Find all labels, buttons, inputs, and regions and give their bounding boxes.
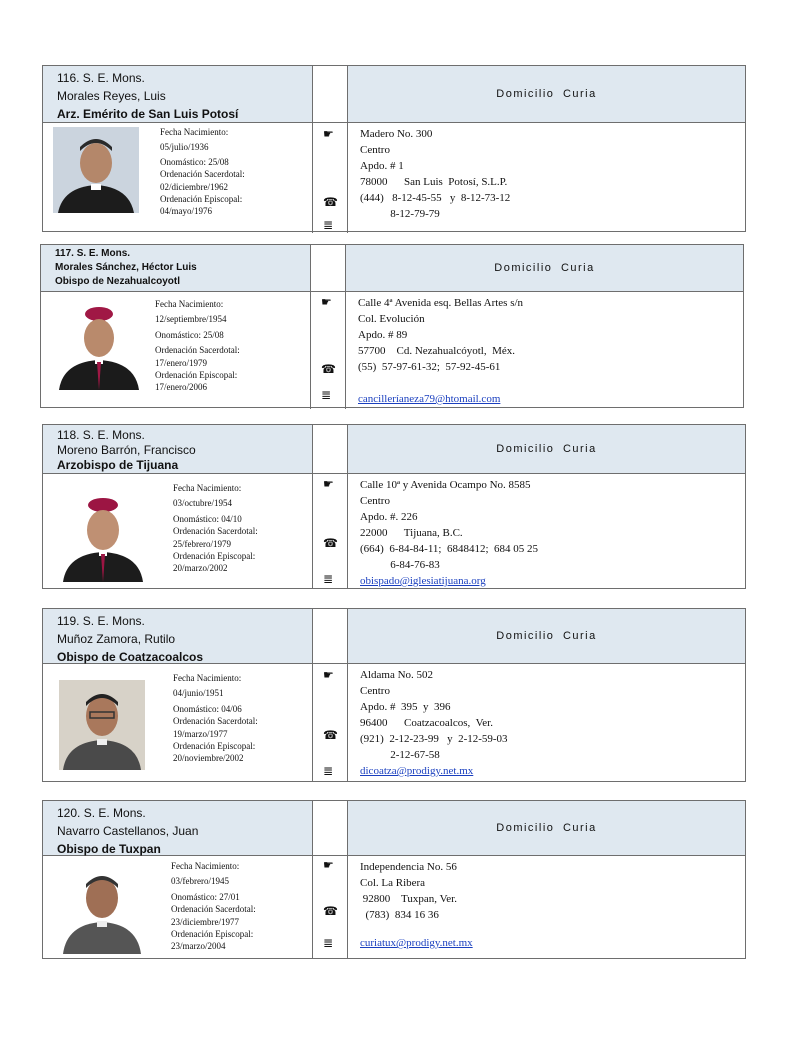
number-line: 120. S. E. Mons. (57, 806, 146, 820)
bishop-photo (55, 300, 143, 390)
bishop-photo (59, 864, 145, 954)
ordination-priest-label: Ordenación Sacerdotal: (155, 345, 240, 356)
ordination-priest-date: 19/marzo/1977 (173, 728, 228, 739)
address-line: Apdo. #. 226 (360, 511, 418, 523)
bishop-card-120 (42, 800, 746, 959)
ordination-bishop-label: Ordenación Episcopal: (173, 741, 256, 752)
birth-label: Fecha Nacimiento: (155, 299, 224, 309)
bishop-photo (59, 488, 147, 582)
address-block (348, 664, 745, 782)
card-header (43, 609, 745, 664)
domicilio-label: Domicilio Curia (348, 609, 745, 663)
birth-date: 03/octubre/1954 (173, 498, 232, 509)
bishop-photo (53, 127, 139, 213)
ordination-bishop-date: 04/mayo/1976 (160, 206, 212, 217)
ordination-bishop-date: 20/marzo/2002 (173, 563, 228, 574)
address-line: Centro (360, 685, 390, 697)
ordination-priest-date: 02/diciembre/1962 (160, 181, 228, 192)
address-line: Independencia No. 56 (360, 861, 457, 873)
address-line: Calle 4ª Avenida esq. Bellas Artes s/n (358, 297, 524, 309)
pointer-icon: ☛ (321, 295, 332, 309)
phone-line (358, 375, 743, 391)
address-line: 78000 San Luis Potosí, S.L.P. (360, 176, 508, 188)
address-block (348, 123, 745, 233)
address-line: Calle 10ª y Avenida Ocampo No. 8585 (360, 479, 531, 491)
birth-label: Fecha Nacimiento: (171, 861, 240, 871)
address-line: Apdo. # 395 y 396 (360, 701, 451, 713)
birth-label: Fecha Nacimiento: (160, 127, 229, 137)
phone-line: (783) 834 16 36 (360, 909, 439, 921)
birth-label: Fecha Nacimiento: (173, 483, 242, 493)
birth-date: 12/septiembre/1954 (155, 314, 227, 325)
bishop-name: Morales Reyes, Luis (57, 89, 166, 103)
card-header (43, 801, 745, 856)
fax-icon: ≣ (323, 572, 334, 586)
email-link[interactable]: cancilleríaneza79@htomail.com (358, 393, 501, 405)
phone-line: 6-84-76-83 (360, 559, 440, 571)
phone-line: 2-12-67-58 (360, 749, 440, 761)
name-block (43, 801, 313, 855)
email-link[interactable]: dicoatza@prodigy.net.mx (360, 765, 474, 777)
fax-icon: ≣ (323, 218, 334, 232)
birth-label: Fecha Nacimiento: (173, 673, 242, 683)
name-block (43, 609, 313, 663)
ordination-priest-label: Ordenación Sacerdotal: (173, 526, 258, 537)
pointer-icon: ☛ (323, 127, 334, 141)
birth-date: 03/febrero/1945 (171, 876, 229, 887)
onomastico: Onomástico: 27/01 (171, 891, 240, 902)
card-header (41, 245, 743, 292)
bishop-title: Obispo de Nezahualcoyotl (55, 276, 181, 287)
ordination-priest-date: 17/enero/1979 (155, 357, 207, 368)
bishop-name: Moreno Barrón, Francisco (57, 443, 196, 457)
ordination-priest-date: 23/diciembre/1977 (171, 916, 239, 927)
ordination-bishop-label: Ordenación Episcopal: (155, 370, 238, 381)
ordination-priest-label: Ordenación Sacerdotal: (171, 904, 256, 915)
domicilio-label: Domicilio Curia (348, 801, 745, 855)
address-line: Apdo. # 1 (360, 160, 404, 172)
bishop-title: Arz. Emérito de San Luis Potosí (57, 107, 239, 121)
domicilio-label: Domicilio Curia (348, 425, 745, 473)
phone-icon: ☎ (323, 536, 338, 550)
ordination-priest-label: Ordenación Sacerdotal: (173, 716, 258, 727)
ordination-bishop-label: Ordenación Episcopal: (171, 929, 254, 940)
address-line: Apdo. # 89 (358, 329, 408, 341)
address-line: Madero No. 300 (360, 128, 433, 140)
phone-line: 8-12-79-79 (360, 208, 440, 220)
bishop-card-119 (42, 608, 746, 782)
email-link[interactable]: obispado@iglesiatijuana.org (360, 575, 486, 587)
name-block (43, 425, 313, 473)
address-line: 22000 Tijuana, B.C. (360, 527, 463, 539)
ordination-bishop-label: Ordenación Episcopal: (173, 551, 256, 562)
bishop-card-117 (40, 244, 744, 408)
birth-date: 05/julio/1936 (160, 142, 209, 153)
bishop-card-118 (42, 424, 746, 589)
address-block (348, 856, 745, 959)
birth-date: 04/junio/1951 (173, 688, 224, 699)
pointer-icon: ☛ (323, 668, 334, 682)
address-line: 92800 Tuxpan, Ver. (360, 893, 457, 905)
bishop-name: Muñoz Zamora, Rutilo (57, 632, 176, 646)
card-header (43, 425, 745, 474)
number-line: 117. S. E. Mons. (55, 248, 131, 259)
address-line: Aldama No. 502 (360, 669, 434, 681)
address-line: Col. La Ribera (360, 877, 426, 889)
email-link[interactable]: curiatux@prodigy.net.mx (360, 937, 473, 949)
bishop-name: Morales Sánchez, Héctor Luis (55, 262, 197, 273)
phone-line: (444) 8-12-45-55 y 8-12-73-12 (360, 192, 511, 204)
ordination-bishop-date: 23/marzo/2004 (171, 941, 226, 952)
phone-line: (664) 6-84-84-11; 6848412; 684 05 25 (360, 543, 539, 555)
phone-line: (55) 57-97-61-32; 57-92-45-61 (358, 361, 501, 373)
phone-icon: ☎ (323, 904, 338, 918)
bishop-title: Obispo de Coatzacoalcos (57, 650, 204, 664)
address-line: Col. Evolución (358, 313, 425, 325)
fax-icon: ≣ (323, 764, 334, 778)
onomastico: Onomástico: 25/08 (155, 329, 224, 340)
domicilio-label: Domicilio Curia (346, 245, 743, 291)
bishop-photo (59, 680, 145, 770)
address-block (348, 474, 745, 589)
card-header (43, 66, 745, 123)
address-line: Centro (360, 495, 390, 507)
name-block (43, 66, 313, 122)
address-block (346, 292, 743, 409)
ordination-priest-label: Ordenación Sacerdotal: (160, 169, 245, 180)
onomastico: Onomástico: 25/08 (160, 156, 229, 167)
address-line: Centro (360, 144, 390, 156)
ordination-bishop-label: Ordenación Episcopal: (160, 194, 243, 205)
address-line: 57700 Cd. Nezahualcóyotl, Méx. (358, 345, 516, 357)
address-line: 96400 Coatzacoalcos, Ver. (360, 717, 493, 729)
number-line: 118. S. E. Mons. (57, 428, 145, 442)
pointer-icon: ☛ (323, 858, 334, 872)
phone-icon: ☎ (323, 195, 338, 209)
number-line: 119. S. E. Mons. (57, 614, 145, 628)
address-line (360, 923, 745, 935)
phone-icon: ☎ (321, 362, 336, 376)
domicilio-label: Domicilio Curia (348, 66, 745, 122)
phone-line: (921) 2-12-23-99 y 2-12-59-03 (360, 733, 508, 745)
name-block (41, 245, 311, 291)
onomastico: Onomástico: 04/06 (173, 703, 242, 714)
fax-icon: ≣ (323, 936, 334, 950)
bishop-card-116 (42, 65, 746, 232)
ordination-bishop-date: 17/enero/2006 (155, 382, 207, 393)
onomastico: Onomástico: 04/10 (173, 513, 242, 524)
number-line: 116. S. E. Mons. (57, 71, 145, 85)
ordination-bishop-date: 20/noviembre/2002 (173, 753, 244, 764)
phone-icon: ☎ (323, 728, 338, 742)
pointer-icon: ☛ (323, 477, 334, 491)
fax-icon: ≣ (321, 388, 332, 402)
bishop-title: Obispo de Tuxpan (57, 842, 161, 856)
bishop-title: Arzobispo de Tijuana (57, 458, 179, 472)
bishop-name: Navarro Castellanos, Juan (57, 824, 199, 838)
ordination-priest-date: 25/febrero/1979 (173, 538, 231, 549)
